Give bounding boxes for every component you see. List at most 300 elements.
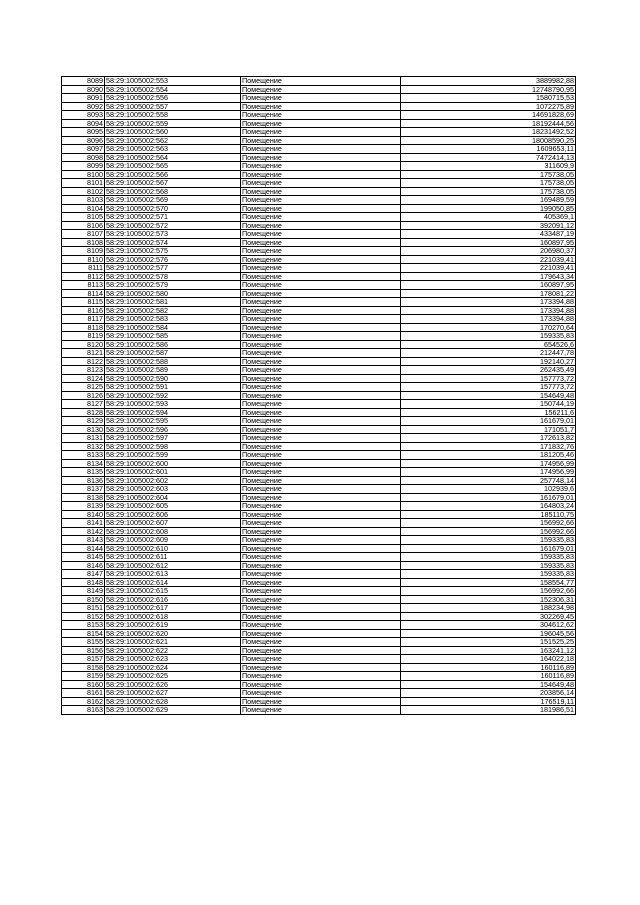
object-type-cell: Помещение bbox=[241, 247, 401, 256]
cadastral-value-cell: 188234,98 bbox=[401, 604, 576, 613]
cadastral-value-cell: 156992,66 bbox=[401, 527, 576, 536]
object-type-cell: Помещение bbox=[241, 655, 401, 664]
cadastral-value-cell: 154649,48 bbox=[401, 391, 576, 400]
object-type-cell: Помещение bbox=[241, 527, 401, 536]
object-type-cell: Помещение bbox=[241, 536, 401, 545]
cadastral-number-cell: 58:29:1005002:593 bbox=[105, 400, 241, 409]
cadastral-value-cell: 157773,72 bbox=[401, 383, 576, 392]
object-type-cell: Помещение bbox=[241, 111, 401, 120]
object-type-cell: Помещение bbox=[241, 119, 401, 128]
cadastral-value-cell: 212447,78 bbox=[401, 349, 576, 358]
table-row bbox=[62, 179, 576, 188]
object-type-cell: Помещение bbox=[241, 340, 401, 349]
row-number-cell: 8162 bbox=[62, 697, 105, 706]
table-row bbox=[62, 340, 576, 349]
row-number-cell: 8112 bbox=[62, 272, 105, 281]
cadastral-value-cell: 160116,89 bbox=[401, 672, 576, 681]
cadastral-number-cell: 58:29:1005002:611 bbox=[105, 553, 241, 562]
cadastral-number-cell: 58:29:1005002:581 bbox=[105, 298, 241, 307]
row-number-cell: 8153 bbox=[62, 621, 105, 630]
object-type-cell: Помещение bbox=[241, 561, 401, 570]
object-type-cell: Помещение bbox=[241, 298, 401, 307]
cadastral-value-cell: 181986,51 bbox=[401, 706, 576, 715]
cadastral-number-cell: 58:29:1005002:614 bbox=[105, 578, 241, 587]
cadastral-value-cell: 151525,25 bbox=[401, 638, 576, 647]
cadastral-number-cell: 58:29:1005002:572 bbox=[105, 221, 241, 230]
cadastral-number-cell: 58:29:1005002:568 bbox=[105, 187, 241, 196]
cadastral-number-cell: 58:29:1005002:600 bbox=[105, 459, 241, 468]
object-type-cell: Помещение bbox=[241, 425, 401, 434]
table-row bbox=[62, 502, 576, 511]
cadastral-number-cell: 58:29:1005002:558 bbox=[105, 111, 241, 120]
table-row bbox=[62, 128, 576, 137]
object-type-cell: Помещение bbox=[241, 230, 401, 239]
row-number-cell: 8117 bbox=[62, 315, 105, 324]
cadastral-value-cell: 311609,9 bbox=[401, 162, 576, 171]
cadastral-number-cell: 58:29:1005002:564 bbox=[105, 153, 241, 162]
cadastral-value-cell: 159335,83 bbox=[401, 561, 576, 570]
table-row bbox=[62, 417, 576, 426]
row-number-cell: 8137 bbox=[62, 485, 105, 494]
table-row bbox=[62, 604, 576, 613]
cadastral-number-cell: 58:29:1005002:584 bbox=[105, 323, 241, 332]
object-type-cell: Помещение bbox=[241, 442, 401, 451]
row-number-cell: 8100 bbox=[62, 170, 105, 179]
object-type-cell: Помещение bbox=[241, 94, 401, 103]
table-row bbox=[62, 272, 576, 281]
table-row bbox=[62, 553, 576, 562]
cadastral-value-cell: 3889982,88 bbox=[401, 77, 576, 86]
cadastral-value-cell: 160116,89 bbox=[401, 663, 576, 672]
table-row bbox=[62, 561, 576, 570]
table-row bbox=[62, 459, 576, 468]
object-type-cell: Помещение bbox=[241, 400, 401, 409]
cadastral-number-cell: 58:29:1005002:624 bbox=[105, 663, 241, 672]
table-row bbox=[62, 357, 576, 366]
cadastral-value-cell: 160897,95 bbox=[401, 281, 576, 290]
table-row bbox=[62, 170, 576, 179]
cadastral-number-cell: 58:29:1005002:616 bbox=[105, 595, 241, 604]
table-row bbox=[62, 468, 576, 477]
table-row bbox=[62, 612, 576, 621]
table-row bbox=[62, 77, 576, 86]
row-number-cell: 8152 bbox=[62, 612, 105, 621]
cadastral-value-cell: 175738,05 bbox=[401, 170, 576, 179]
object-type-cell: Помещение bbox=[241, 629, 401, 638]
object-type-cell: Помещение bbox=[241, 451, 401, 460]
row-number-cell: 8106 bbox=[62, 221, 105, 230]
cadastral-value-cell: 159335,83 bbox=[401, 536, 576, 545]
row-number-cell: 8144 bbox=[62, 544, 105, 553]
cadastral-value-cell: 199050,85 bbox=[401, 204, 576, 213]
row-number-cell: 8115 bbox=[62, 298, 105, 307]
cadastral-value-cell: 1580715,53 bbox=[401, 94, 576, 103]
table-row bbox=[62, 638, 576, 647]
cadastral-value-cell: 169489,59 bbox=[401, 196, 576, 205]
table-row bbox=[62, 374, 576, 383]
cadastral-number-cell: 58:29:1005002:615 bbox=[105, 587, 241, 596]
table-row bbox=[62, 578, 576, 587]
cadastral-value-cell: 392091,12 bbox=[401, 221, 576, 230]
row-number-cell: 8123 bbox=[62, 366, 105, 375]
cadastral-number-cell: 58:29:1005002:596 bbox=[105, 425, 241, 434]
table-row bbox=[62, 655, 576, 664]
row-number-cell: 8147 bbox=[62, 570, 105, 579]
cadastral-number-cell: 58:29:1005002:586 bbox=[105, 340, 241, 349]
cadastral-number-cell: 58:29:1005002:623 bbox=[105, 655, 241, 664]
cadastral-value-cell: 161679,01 bbox=[401, 417, 576, 426]
object-type-cell: Помещение bbox=[241, 204, 401, 213]
table-row bbox=[62, 264, 576, 273]
row-number-cell: 8127 bbox=[62, 400, 105, 409]
cadastral-number-cell: 58:29:1005002:622 bbox=[105, 646, 241, 655]
cadastral-number-cell: 58:29:1005002:587 bbox=[105, 349, 241, 358]
table-row bbox=[62, 451, 576, 460]
cadastral-number-cell: 58:29:1005002:621 bbox=[105, 638, 241, 647]
row-number-cell: 8101 bbox=[62, 179, 105, 188]
cadastral-value-cell: 102939,6 bbox=[401, 485, 576, 494]
cadastral-number-cell: 58:29:1005002:629 bbox=[105, 706, 241, 715]
cadastral-number-cell: 58:29:1005002:583 bbox=[105, 315, 241, 324]
table-row bbox=[62, 204, 576, 213]
cadastral-value-cell: 163241,12 bbox=[401, 646, 576, 655]
row-number-cell: 8129 bbox=[62, 417, 105, 426]
object-type-cell: Помещение bbox=[241, 153, 401, 162]
row-number-cell: 8120 bbox=[62, 340, 105, 349]
row-number-cell: 8126 bbox=[62, 391, 105, 400]
cadastral-value-cell: 304612,62 bbox=[401, 621, 576, 630]
table-row bbox=[62, 94, 576, 103]
object-type-cell: Помещение bbox=[241, 706, 401, 715]
table-row bbox=[62, 434, 576, 443]
table-row bbox=[62, 442, 576, 451]
cadastral-value-cell: 171832,76 bbox=[401, 442, 576, 451]
cadastral-number-cell: 58:29:1005002:576 bbox=[105, 255, 241, 264]
object-type-cell: Помещение bbox=[241, 646, 401, 655]
object-type-cell: Помещение bbox=[241, 553, 401, 562]
cadastral-value-cell: 185110,75 bbox=[401, 510, 576, 519]
row-number-cell: 8119 bbox=[62, 332, 105, 341]
cadastral-number-cell: 58:29:1005002:627 bbox=[105, 689, 241, 698]
cadastral-value-cell: 176519,11 bbox=[401, 697, 576, 706]
cadastral-value-cell: 1072275,89 bbox=[401, 102, 576, 111]
table-row bbox=[62, 281, 576, 290]
object-type-cell: Помещение bbox=[241, 289, 401, 298]
cadastral-number-cell: 58:29:1005002:554 bbox=[105, 85, 241, 94]
row-number-cell: 8131 bbox=[62, 434, 105, 443]
row-number-cell: 8122 bbox=[62, 357, 105, 366]
cadastral-value-cell: 18231492,52 bbox=[401, 128, 576, 137]
object-type-cell: Помещение bbox=[241, 408, 401, 417]
row-number-cell: 8160 bbox=[62, 680, 105, 689]
row-number-cell: 8145 bbox=[62, 553, 105, 562]
table-row bbox=[62, 238, 576, 247]
cadastral-value-cell: 173394,88 bbox=[401, 306, 576, 315]
object-type-cell: Помещение bbox=[241, 595, 401, 604]
cadastral-number-cell: 58:29:1005002:557 bbox=[105, 102, 241, 111]
cadastral-value-cell: 161679,01 bbox=[401, 544, 576, 553]
cadastral-number-cell: 58:29:1005002:607 bbox=[105, 519, 241, 528]
row-number-cell: 8103 bbox=[62, 196, 105, 205]
cadastral-value-cell: 192140,27 bbox=[401, 357, 576, 366]
table-row bbox=[62, 689, 576, 698]
row-number-cell: 8136 bbox=[62, 476, 105, 485]
cadastral-number-cell: 58:29:1005002:618 bbox=[105, 612, 241, 621]
cadastral-number-cell: 58:29:1005002:563 bbox=[105, 145, 241, 154]
table-row bbox=[62, 570, 576, 579]
cadastral-value-cell: 405369,1 bbox=[401, 213, 576, 222]
cadastral-number-cell: 58:29:1005002:597 bbox=[105, 434, 241, 443]
cadastral-number-cell: 58:29:1005002:579 bbox=[105, 281, 241, 290]
cadastral-number-cell: 58:29:1005002:625 bbox=[105, 672, 241, 681]
row-number-cell: 8151 bbox=[62, 604, 105, 613]
cadastral-number-cell: 58:29:1005002:569 bbox=[105, 196, 241, 205]
row-number-cell: 8093 bbox=[62, 111, 105, 120]
table-row bbox=[62, 519, 576, 528]
object-type-cell: Помещение bbox=[241, 102, 401, 111]
cadastral-number-cell: 58:29:1005002:594 bbox=[105, 408, 241, 417]
table-row bbox=[62, 213, 576, 222]
table-row bbox=[62, 366, 576, 375]
table-row bbox=[62, 145, 576, 154]
row-number-cell: 8161 bbox=[62, 689, 105, 698]
cadastral-value-cell: 158554,77 bbox=[401, 578, 576, 587]
row-number-cell: 8154 bbox=[62, 629, 105, 638]
cadastral-value-cell: 152306,31 bbox=[401, 595, 576, 604]
cadastral-number-cell: 58:29:1005002:585 bbox=[105, 332, 241, 341]
cadastral-number-cell: 58:29:1005002:588 bbox=[105, 357, 241, 366]
cadastral-value-cell: 171051,7 bbox=[401, 425, 576, 434]
object-type-cell: Помещение bbox=[241, 459, 401, 468]
row-number-cell: 8133 bbox=[62, 451, 105, 460]
row-number-cell: 8125 bbox=[62, 383, 105, 392]
cadastral-number-cell: 58:29:1005002:599 bbox=[105, 451, 241, 460]
object-type-cell: Помещение bbox=[241, 544, 401, 553]
row-number-cell: 8110 bbox=[62, 255, 105, 264]
table-row bbox=[62, 391, 576, 400]
cadastral-number-cell: 58:29:1005002:628 bbox=[105, 697, 241, 706]
row-number-cell: 8130 bbox=[62, 425, 105, 434]
object-type-cell: Помещение bbox=[241, 689, 401, 698]
row-number-cell: 8092 bbox=[62, 102, 105, 111]
row-number-cell: 8128 bbox=[62, 408, 105, 417]
row-number-cell: 8149 bbox=[62, 587, 105, 596]
row-number-cell: 8105 bbox=[62, 213, 105, 222]
cadastral-value-cell: 18008590,25 bbox=[401, 136, 576, 145]
row-number-cell: 8135 bbox=[62, 468, 105, 477]
object-type-cell: Помещение bbox=[241, 145, 401, 154]
table-row bbox=[62, 425, 576, 434]
object-type-cell: Помещение bbox=[241, 221, 401, 230]
row-number-cell: 8113 bbox=[62, 281, 105, 290]
object-type-cell: Помещение bbox=[241, 697, 401, 706]
object-type-cell: Помещение bbox=[241, 391, 401, 400]
cadastral-value-cell: 257748,14 bbox=[401, 476, 576, 485]
cadastral-value-table bbox=[61, 76, 576, 715]
cadastral-number-cell: 58:29:1005002:575 bbox=[105, 247, 241, 256]
object-type-cell: Помещение bbox=[241, 417, 401, 426]
table-row bbox=[62, 408, 576, 417]
cadastral-number-cell: 58:29:1005002:604 bbox=[105, 493, 241, 502]
object-type-cell: Помещение bbox=[241, 315, 401, 324]
cadastral-number-cell: 58:29:1005002:560 bbox=[105, 128, 241, 137]
table-row bbox=[62, 629, 576, 638]
cadastral-value-cell: 161679,01 bbox=[401, 493, 576, 502]
table-row bbox=[62, 298, 576, 307]
object-type-cell: Помещение bbox=[241, 128, 401, 137]
cadastral-value-cell: 178081,22 bbox=[401, 289, 576, 298]
row-number-cell: 8121 bbox=[62, 349, 105, 358]
cadastral-value-cell: 433487,19 bbox=[401, 230, 576, 239]
table-row bbox=[62, 493, 576, 502]
object-type-cell: Помещение bbox=[241, 680, 401, 689]
cadastral-number-cell: 58:29:1005002:617 bbox=[105, 604, 241, 613]
table-body bbox=[62, 77, 576, 715]
object-type-cell: Помещение bbox=[241, 434, 401, 443]
cadastral-value-cell: 159335,83 bbox=[401, 553, 576, 562]
cadastral-value-cell: 179643,34 bbox=[401, 272, 576, 281]
object-type-cell: Помещение bbox=[241, 510, 401, 519]
cadastral-number-cell: 58:29:1005002:603 bbox=[105, 485, 241, 494]
object-type-cell: Помещение bbox=[241, 468, 401, 477]
cadastral-value-cell: 1609653,11 bbox=[401, 145, 576, 154]
row-number-cell: 8155 bbox=[62, 638, 105, 647]
cadastral-value-cell: 181205,46 bbox=[401, 451, 576, 460]
object-type-cell: Помещение bbox=[241, 196, 401, 205]
table-row bbox=[62, 587, 576, 596]
cadastral-number-cell: 58:29:1005002:577 bbox=[105, 264, 241, 273]
table-row bbox=[62, 646, 576, 655]
row-number-cell: 8097 bbox=[62, 145, 105, 154]
object-type-cell: Помещение bbox=[241, 604, 401, 613]
cadastral-number-cell: 58:29:1005002:556 bbox=[105, 94, 241, 103]
row-number-cell: 8118 bbox=[62, 323, 105, 332]
cadastral-number-cell: 58:29:1005002:567 bbox=[105, 179, 241, 188]
row-number-cell: 8139 bbox=[62, 502, 105, 511]
table-row bbox=[62, 187, 576, 196]
row-number-cell: 8114 bbox=[62, 289, 105, 298]
cadastral-number-cell: 58:29:1005002:571 bbox=[105, 213, 241, 222]
row-number-cell: 8140 bbox=[62, 510, 105, 519]
row-number-cell: 8148 bbox=[62, 578, 105, 587]
table-row bbox=[62, 476, 576, 485]
cadastral-value-cell: 175738,05 bbox=[401, 187, 576, 196]
table-row bbox=[62, 510, 576, 519]
cadastral-value-cell: 18192444,56 bbox=[401, 119, 576, 128]
cadastral-number-cell: 58:29:1005002:610 bbox=[105, 544, 241, 553]
object-type-cell: Помещение bbox=[241, 663, 401, 672]
cadastral-value-cell: 164022,18 bbox=[401, 655, 576, 664]
cadastral-number-cell: 58:29:1005002:598 bbox=[105, 442, 241, 451]
cadastral-value-cell: 174956,99 bbox=[401, 459, 576, 468]
table-row bbox=[62, 383, 576, 392]
cadastral-number-cell: 58:29:1005002:578 bbox=[105, 272, 241, 281]
object-type-cell: Помещение bbox=[241, 485, 401, 494]
table-row bbox=[62, 706, 576, 715]
row-number-cell: 8107 bbox=[62, 230, 105, 239]
cadastral-value-cell: 221039,41 bbox=[401, 255, 576, 264]
object-type-cell: Помещение bbox=[241, 187, 401, 196]
cadastral-number-cell: 58:29:1005002:601 bbox=[105, 468, 241, 477]
row-number-cell: 8111 bbox=[62, 264, 105, 273]
row-number-cell: 8138 bbox=[62, 493, 105, 502]
table-row bbox=[62, 247, 576, 256]
row-number-cell: 8159 bbox=[62, 672, 105, 681]
table-row bbox=[62, 289, 576, 298]
cadastral-value-cell: 14691828,69 bbox=[401, 111, 576, 120]
cadastral-value-cell: 7472414,13 bbox=[401, 153, 576, 162]
object-type-cell: Помещение bbox=[241, 570, 401, 579]
cadastral-value-cell: 12748790,95 bbox=[401, 85, 576, 94]
row-number-cell: 8091 bbox=[62, 94, 105, 103]
object-type-cell: Помещение bbox=[241, 332, 401, 341]
row-number-cell: 8142 bbox=[62, 527, 105, 536]
row-number-cell: 8104 bbox=[62, 204, 105, 213]
object-type-cell: Помещение bbox=[241, 213, 401, 222]
cadastral-value-cell: 173394,88 bbox=[401, 298, 576, 307]
object-type-cell: Помещение bbox=[241, 349, 401, 358]
cadastral-number-cell: 58:29:1005002:589 bbox=[105, 366, 241, 375]
cadastral-value-cell: 262435,49 bbox=[401, 366, 576, 375]
cadastral-number-cell: 58:29:1005002:595 bbox=[105, 417, 241, 426]
cadastral-value-cell: 156211,6 bbox=[401, 408, 576, 417]
row-number-cell: 8099 bbox=[62, 162, 105, 171]
cadastral-value-cell: 157773,72 bbox=[401, 374, 576, 383]
table-row bbox=[62, 111, 576, 120]
cadastral-value-cell: 174956,99 bbox=[401, 468, 576, 477]
object-type-cell: Помещение bbox=[241, 238, 401, 247]
object-type-cell: Помещение bbox=[241, 323, 401, 332]
row-number-cell: 8141 bbox=[62, 519, 105, 528]
table-row bbox=[62, 544, 576, 553]
cadastral-value-cell: 173394,88 bbox=[401, 315, 576, 324]
object-type-cell: Помещение bbox=[241, 502, 401, 511]
table-row bbox=[62, 485, 576, 494]
cadastral-value-cell: 164803,24 bbox=[401, 502, 576, 511]
cadastral-value-cell: 154649,48 bbox=[401, 680, 576, 689]
object-type-cell: Помещение bbox=[241, 374, 401, 383]
cadastral-number-cell: 58:29:1005002:606 bbox=[105, 510, 241, 519]
cadastral-value-cell: 196045,56 bbox=[401, 629, 576, 638]
object-type-cell: Помещение bbox=[241, 383, 401, 392]
cadastral-value-cell: 206980,37 bbox=[401, 247, 576, 256]
object-type-cell: Помещение bbox=[241, 672, 401, 681]
object-type-cell: Помещение bbox=[241, 638, 401, 647]
table-row bbox=[62, 85, 576, 94]
cadastral-value-cell: 159335,83 bbox=[401, 332, 576, 341]
cadastral-value-cell: 156992,66 bbox=[401, 519, 576, 528]
row-number-cell: 8095 bbox=[62, 128, 105, 137]
cadastral-number-cell: 58:29:1005002:602 bbox=[105, 476, 241, 485]
object-type-cell: Помещение bbox=[241, 179, 401, 188]
table-row bbox=[62, 162, 576, 171]
row-number-cell: 8124 bbox=[62, 374, 105, 383]
cadastral-value-cell: 172613,82 bbox=[401, 434, 576, 443]
table-row bbox=[62, 349, 576, 358]
table-row bbox=[62, 672, 576, 681]
table-row bbox=[62, 697, 576, 706]
cadastral-number-cell: 58:29:1005002:565 bbox=[105, 162, 241, 171]
row-number-cell: 8134 bbox=[62, 459, 105, 468]
row-number-cell: 8146 bbox=[62, 561, 105, 570]
row-number-cell: 8143 bbox=[62, 536, 105, 545]
table-row bbox=[62, 527, 576, 536]
row-number-cell: 8116 bbox=[62, 306, 105, 315]
cadastral-number-cell: 58:29:1005002:591 bbox=[105, 383, 241, 392]
object-type-cell: Помещение bbox=[241, 357, 401, 366]
cadastral-number-cell: 58:29:1005002:570 bbox=[105, 204, 241, 213]
cadastral-number-cell: 58:29:1005002:580 bbox=[105, 289, 241, 298]
